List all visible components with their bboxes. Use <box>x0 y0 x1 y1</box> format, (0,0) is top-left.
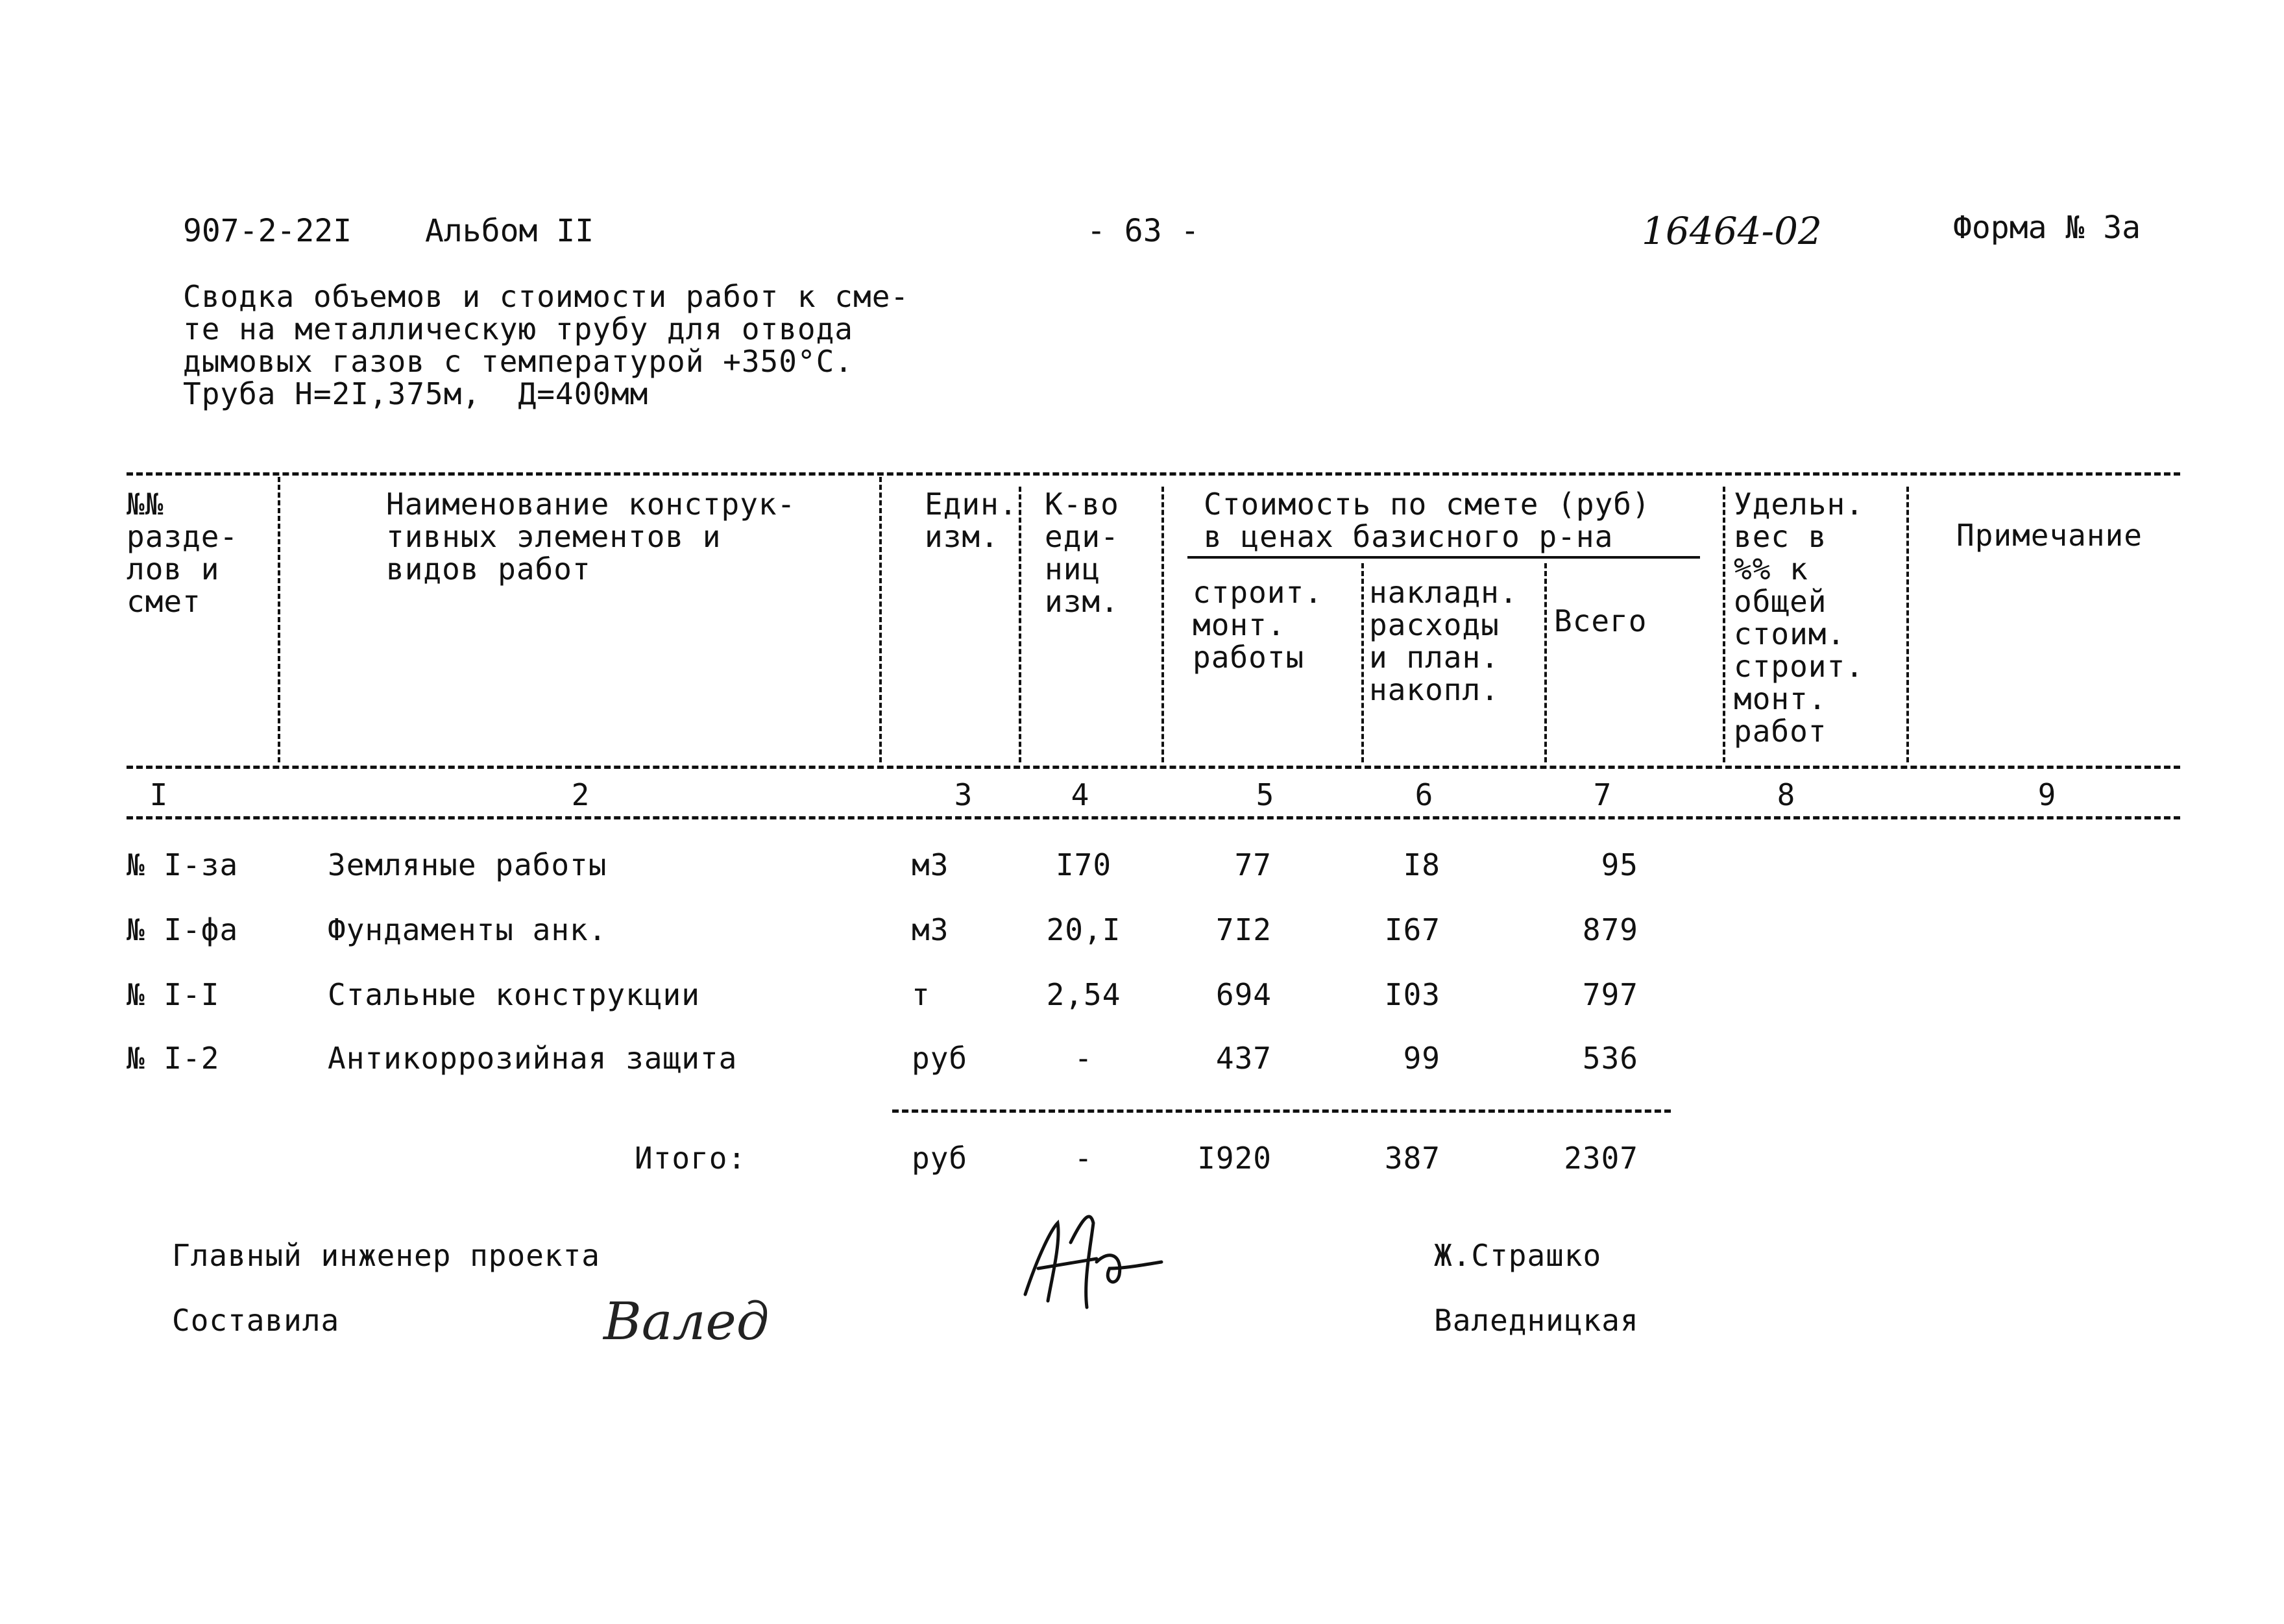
header-col-qty-line: изм. <box>1045 584 1119 619</box>
table-row <box>0 978 2284 1017</box>
row-overhead: I67 <box>1384 912 1440 947</box>
row-construction: 7I2 <box>1215 912 1272 947</box>
row-section: № I-I <box>127 977 220 1012</box>
header-col-overhead-line: расходы <box>1369 607 1500 642</box>
header-col-share-line: Удельн. <box>1734 487 1864 522</box>
page-number: - 63 - <box>1087 213 1200 249</box>
row-total: 797 <box>1582 977 1638 1012</box>
header-col-note <box>1956 519 2143 551</box>
row-section: № I-2 <box>127 1041 220 1076</box>
col-sep-5 <box>1361 563 1364 762</box>
compiled-label: Составила <box>172 1303 340 1338</box>
document-title <box>183 280 909 410</box>
compiled-signature: Валед <box>603 1291 770 1351</box>
header-col-share-line: общей <box>1734 584 1827 619</box>
header-col-overhead <box>1369 576 1518 706</box>
header-col-construction-line: строит. <box>1193 575 1323 610</box>
header-col-construction <box>1193 576 1323 673</box>
title-line-3: дымовых газов с температурой +350°С. <box>183 344 853 379</box>
col-sep-8 <box>1906 487 1909 762</box>
title-line-4: Труба Н=2I,375м, Д=400мм <box>183 376 649 411</box>
row-qty: - <box>1074 1041 1093 1076</box>
row-unit: м3 <box>912 847 949 882</box>
row-name: Фундаменты анк. <box>328 912 607 947</box>
table-row <box>0 849 2284 888</box>
header-cost-group-line: в ценах базисного р-на <box>1204 519 1614 554</box>
header-col-qty-line: еди- <box>1045 519 1119 554</box>
col-sep-1 <box>278 477 280 762</box>
row-construction: 694 <box>1215 977 1272 1012</box>
header-cost-group-line: Стоимость по смете (руб) <box>1204 487 1651 522</box>
header-cost-group <box>1204 488 1651 553</box>
header-col-total <box>1554 605 1647 637</box>
total-label: Итого: <box>635 1141 747 1176</box>
handwritten-number: 16464-02 <box>1642 209 1822 253</box>
header-col-section-line: лов и <box>127 551 220 587</box>
row-name: Антикоррозийная защита <box>328 1041 738 1076</box>
compiled-name: Валедницкая <box>1434 1303 1639 1338</box>
total-construction: I920 <box>1197 1141 1272 1176</box>
header-col-share-line: вес в <box>1734 519 1827 554</box>
header-col-share-line: строит. <box>1734 649 1864 684</box>
form-number: Форма № 3а <box>1953 210 2141 246</box>
col-sep-4 <box>1161 487 1164 762</box>
col-number-6: 6 <box>1415 777 1434 812</box>
row-unit: т <box>912 977 930 1012</box>
row-total: 879 <box>1582 912 1638 947</box>
header-col-overhead-line: накладн. <box>1369 575 1518 610</box>
col-number-3: 3 <box>954 777 973 812</box>
total-total: 2307 <box>1564 1141 1638 1176</box>
row-total: 536 <box>1582 1041 1638 1076</box>
header-col-share-line: %% к <box>1734 551 1808 587</box>
col-sep-7 <box>1723 487 1725 762</box>
chief-engineer-label: Главный инженер проекта <box>172 1238 600 1273</box>
header-col-overhead-line: накопл. <box>1369 672 1500 707</box>
row-overhead: I03 <box>1384 977 1440 1012</box>
total-unit: руб <box>912 1141 968 1176</box>
header-col-share-line: работ <box>1734 714 1827 749</box>
header-col-construction-line: монт. <box>1193 607 1286 642</box>
header-col-overhead-line: и план. <box>1369 640 1500 675</box>
col-number-8: 8 <box>1777 777 1796 812</box>
header-col-section-line: разде- <box>127 519 239 554</box>
header-col-name-line: Наименование конструк- <box>386 487 796 522</box>
col-number-2: 2 <box>571 777 590 812</box>
header-col-qty-line: К-во <box>1045 487 1119 522</box>
doc-code: 907-2-22I <box>183 213 352 249</box>
row-construction: 437 <box>1215 1041 1272 1076</box>
col-number-4: 4 <box>1071 777 1090 812</box>
row-total: 95 <box>1601 847 1638 882</box>
row-qty: 20,I <box>1046 912 1121 947</box>
col-number-9: 9 <box>2037 777 2057 812</box>
row-name: Земляные работы <box>328 847 607 882</box>
total-rule <box>892 1109 1671 1113</box>
table-row <box>0 1042 2284 1081</box>
row-section: № I-за <box>127 847 239 882</box>
header-bottom-rule <box>127 766 2180 769</box>
cost-group-underline <box>1187 556 1700 559</box>
header-col-total-line: Всего <box>1554 603 1647 638</box>
col-number-1: I <box>149 777 169 812</box>
col-sep-3 <box>1019 487 1021 762</box>
header-col-section-line: №№ <box>127 487 164 522</box>
header-col-unit-line: изм. <box>925 519 999 554</box>
col-number-7: 7 <box>1593 777 1612 812</box>
header-col-qty-line: ниц <box>1045 551 1101 587</box>
col-number-5: 5 <box>1256 777 1275 812</box>
title-line-1: Сводка объемов и стоимости работ к сме- <box>183 279 910 314</box>
row-unit: м3 <box>912 912 949 947</box>
row-overhead: 99 <box>1403 1041 1440 1076</box>
row-unit: руб <box>912 1041 968 1076</box>
album-label: Альбом II <box>425 213 594 249</box>
header-col-name-line: видов работ <box>386 551 591 587</box>
header-col-section-line: смет <box>127 584 201 619</box>
total-overhead: 387 <box>1384 1141 1440 1176</box>
header-col-share-line: стоим. <box>1734 616 1846 651</box>
chief-engineer-name: Ж.Страшко <box>1434 1238 1602 1273</box>
chief-engineer-signature <box>1012 1204 1181 1320</box>
row-name: Стальные конструкции <box>328 977 700 1012</box>
header-col-share-line: монт. <box>1734 681 1827 716</box>
header-col-section <box>127 488 238 618</box>
row-qty: 2,54 <box>1046 977 1121 1012</box>
header-col-name <box>386 488 796 585</box>
total-row <box>0 1142 2284 1181</box>
table-row <box>0 914 2284 952</box>
header-col-construction-line: работы <box>1193 640 1305 675</box>
row-overhead: I8 <box>1403 847 1440 882</box>
total-qty: - <box>1074 1141 1093 1176</box>
col-sep-6 <box>1544 563 1547 762</box>
row-section: № I-фа <box>127 912 239 947</box>
row-construction: 77 <box>1234 847 1272 882</box>
header-col-unit-line: Един. <box>925 487 1018 522</box>
header-col-unit <box>925 488 1017 553</box>
header-col-note-line: Примечание <box>1956 518 2143 553</box>
table-top-rule <box>127 472 2180 476</box>
title-line-2: те на металлическую трубу для отвода <box>183 311 853 346</box>
header-col-qty <box>1045 488 1119 618</box>
col-sep-2 <box>879 477 882 762</box>
colnum-bottom-rule <box>127 816 2180 819</box>
header-col-share <box>1734 488 1864 747</box>
row-qty: I70 <box>1055 847 1112 882</box>
header-col-name-line: тивных элементов и <box>386 519 722 554</box>
